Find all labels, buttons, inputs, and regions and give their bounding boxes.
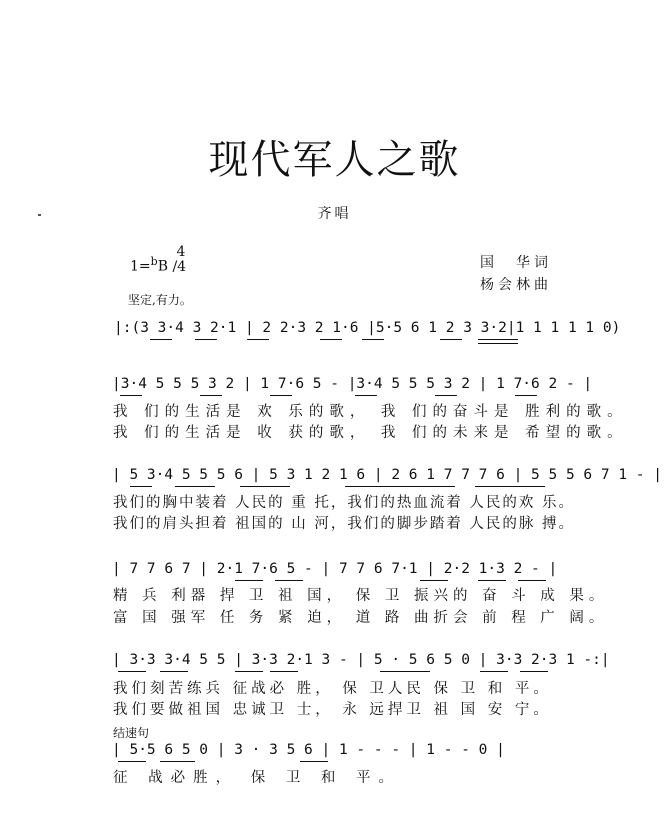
beam-mark: [435, 395, 457, 396]
key-signature: [130, 243, 187, 275]
beam-mark: [160, 671, 188, 672]
beam-mark: [195, 339, 217, 340]
section-2-lyric-verse-1: 我们的胸中装着 人民的 重 托，我们的热血流着 人民的欢 乐。: [113, 495, 576, 511]
beam-mark: [520, 671, 548, 672]
beam-mark: [270, 671, 298, 672]
beam-mark: [478, 343, 518, 344]
beam-mark: [200, 395, 222, 396]
key-base: 1=: [130, 258, 151, 275]
page-speck: [38, 214, 41, 216]
section-1-lyric-verse-1: 我 们的生活是 欢 乐的歌， 我 们的奋斗是 胜利的歌。: [113, 404, 628, 420]
coda-notation: | 5·5 6 5 0 | 3 · 3 5 6 | 1 - - - | 1 - - 0 |: [112, 742, 505, 758]
beam-mark: [478, 580, 506, 581]
beam-mark: [275, 580, 303, 581]
section-4-lyric-verse-1: 我们刻苦练兵 征战必 胜， 保 卫人民 保 卫 和 平。: [113, 681, 552, 697]
beam-mark: [240, 486, 290, 487]
beam-mark: [380, 671, 430, 672]
song-title: 现代军人之歌: [208, 137, 461, 183]
performance-marking: 齐唱: [317, 206, 352, 222]
section-4-notation: | 3·3 3·4 5 5 | 3·3 2·1 3 - | 5 · 5 6 5 0 | 3·3 2·3 1 -:|: [112, 652, 610, 668]
section-3-lyric-verse-2: 富 国 强军 任 务 紧 迫， 道 路 曲折会 前 程 广 阔。: [113, 610, 609, 626]
lyricist-credit: 国 华词: [480, 255, 552, 271]
tempo-marking: 坚定,有力。: [128, 293, 192, 307]
section-2-lyric-verse-2: 我们的肩头担着 祖国的 山 河，我们的脚步踏着 人民的脉 搏。: [113, 516, 576, 532]
section-2-notation: | 5 3·4 5 5 5 6 | 5 3 1 2 1 6 | 2 6 1 7 7 7 6 | 5 5 5 6 7 1 - |: [112, 467, 662, 483]
key-note: B: [157, 258, 168, 275]
section-3-lyric-verse-1: 精 兵 利器 捍 卫 祖 国， 保 卫 振兴的 奋 斗 成 果。: [113, 588, 609, 604]
beam-mark: [300, 761, 328, 762]
beam-mark: [175, 486, 215, 487]
beam-mark: [518, 580, 546, 581]
beam-mark: [345, 486, 455, 487]
beam-mark: [120, 395, 142, 396]
intro-notation: |:(3 3·4 3 2·1 | 2 2·3 2 1·6 |5·5 6 1 2 3 3·2|1 1 1 1 1 0): [114, 320, 621, 336]
beam-mark: [118, 761, 146, 762]
beam-mark: [160, 761, 195, 762]
beam-mark: [270, 395, 292, 396]
beam-mark: [130, 486, 152, 487]
beam-mark: [475, 486, 545, 487]
section-1-lyric-verse-2: 我 们的生活是 收 获的歌， 我 们的未来是 希望的歌。: [113, 425, 628, 441]
beam-mark: [247, 339, 269, 340]
section-1-notation: |3·4 5 5 5 3 2 | 1 7·6 5 - |3·4 5 5 5 3 2 | 1 7·6 2 - |: [112, 376, 593, 392]
key-flat: b: [150, 255, 158, 268]
section-4-lyric-verse-2: 我们要做祖国 忠诚卫 士， 永 远捍卫 祖 国 安 宁。: [113, 702, 552, 718]
beam-mark: [118, 671, 146, 672]
beam-mark: [362, 339, 384, 340]
composer-credit: 杨会林曲: [480, 277, 552, 293]
beam-mark: [440, 339, 462, 340]
beam-mark: [480, 671, 508, 672]
beam-mark: [478, 339, 518, 340]
beam-mark: [515, 395, 537, 396]
coda-label: 结速句: [113, 726, 150, 740]
time-signature: [172, 243, 187, 275]
section-3-notation: | 7 7 6 7 | 2·1 7·6 5 - | 7 7 6 7·1 | 2·2 1·3 2 - |: [112, 561, 558, 577]
beam-mark: [235, 580, 263, 581]
beam-mark: [355, 395, 377, 396]
time-top: 4: [176, 243, 186, 260]
beam-mark: [320, 339, 342, 340]
beam-mark: [420, 580, 448, 581]
time-bottom: /4: [172, 258, 187, 275]
beam-mark: [235, 671, 263, 672]
beam-mark: [150, 339, 172, 340]
coda-lyric: 征 战必胜， 保 卫 和 平。: [113, 770, 402, 786]
